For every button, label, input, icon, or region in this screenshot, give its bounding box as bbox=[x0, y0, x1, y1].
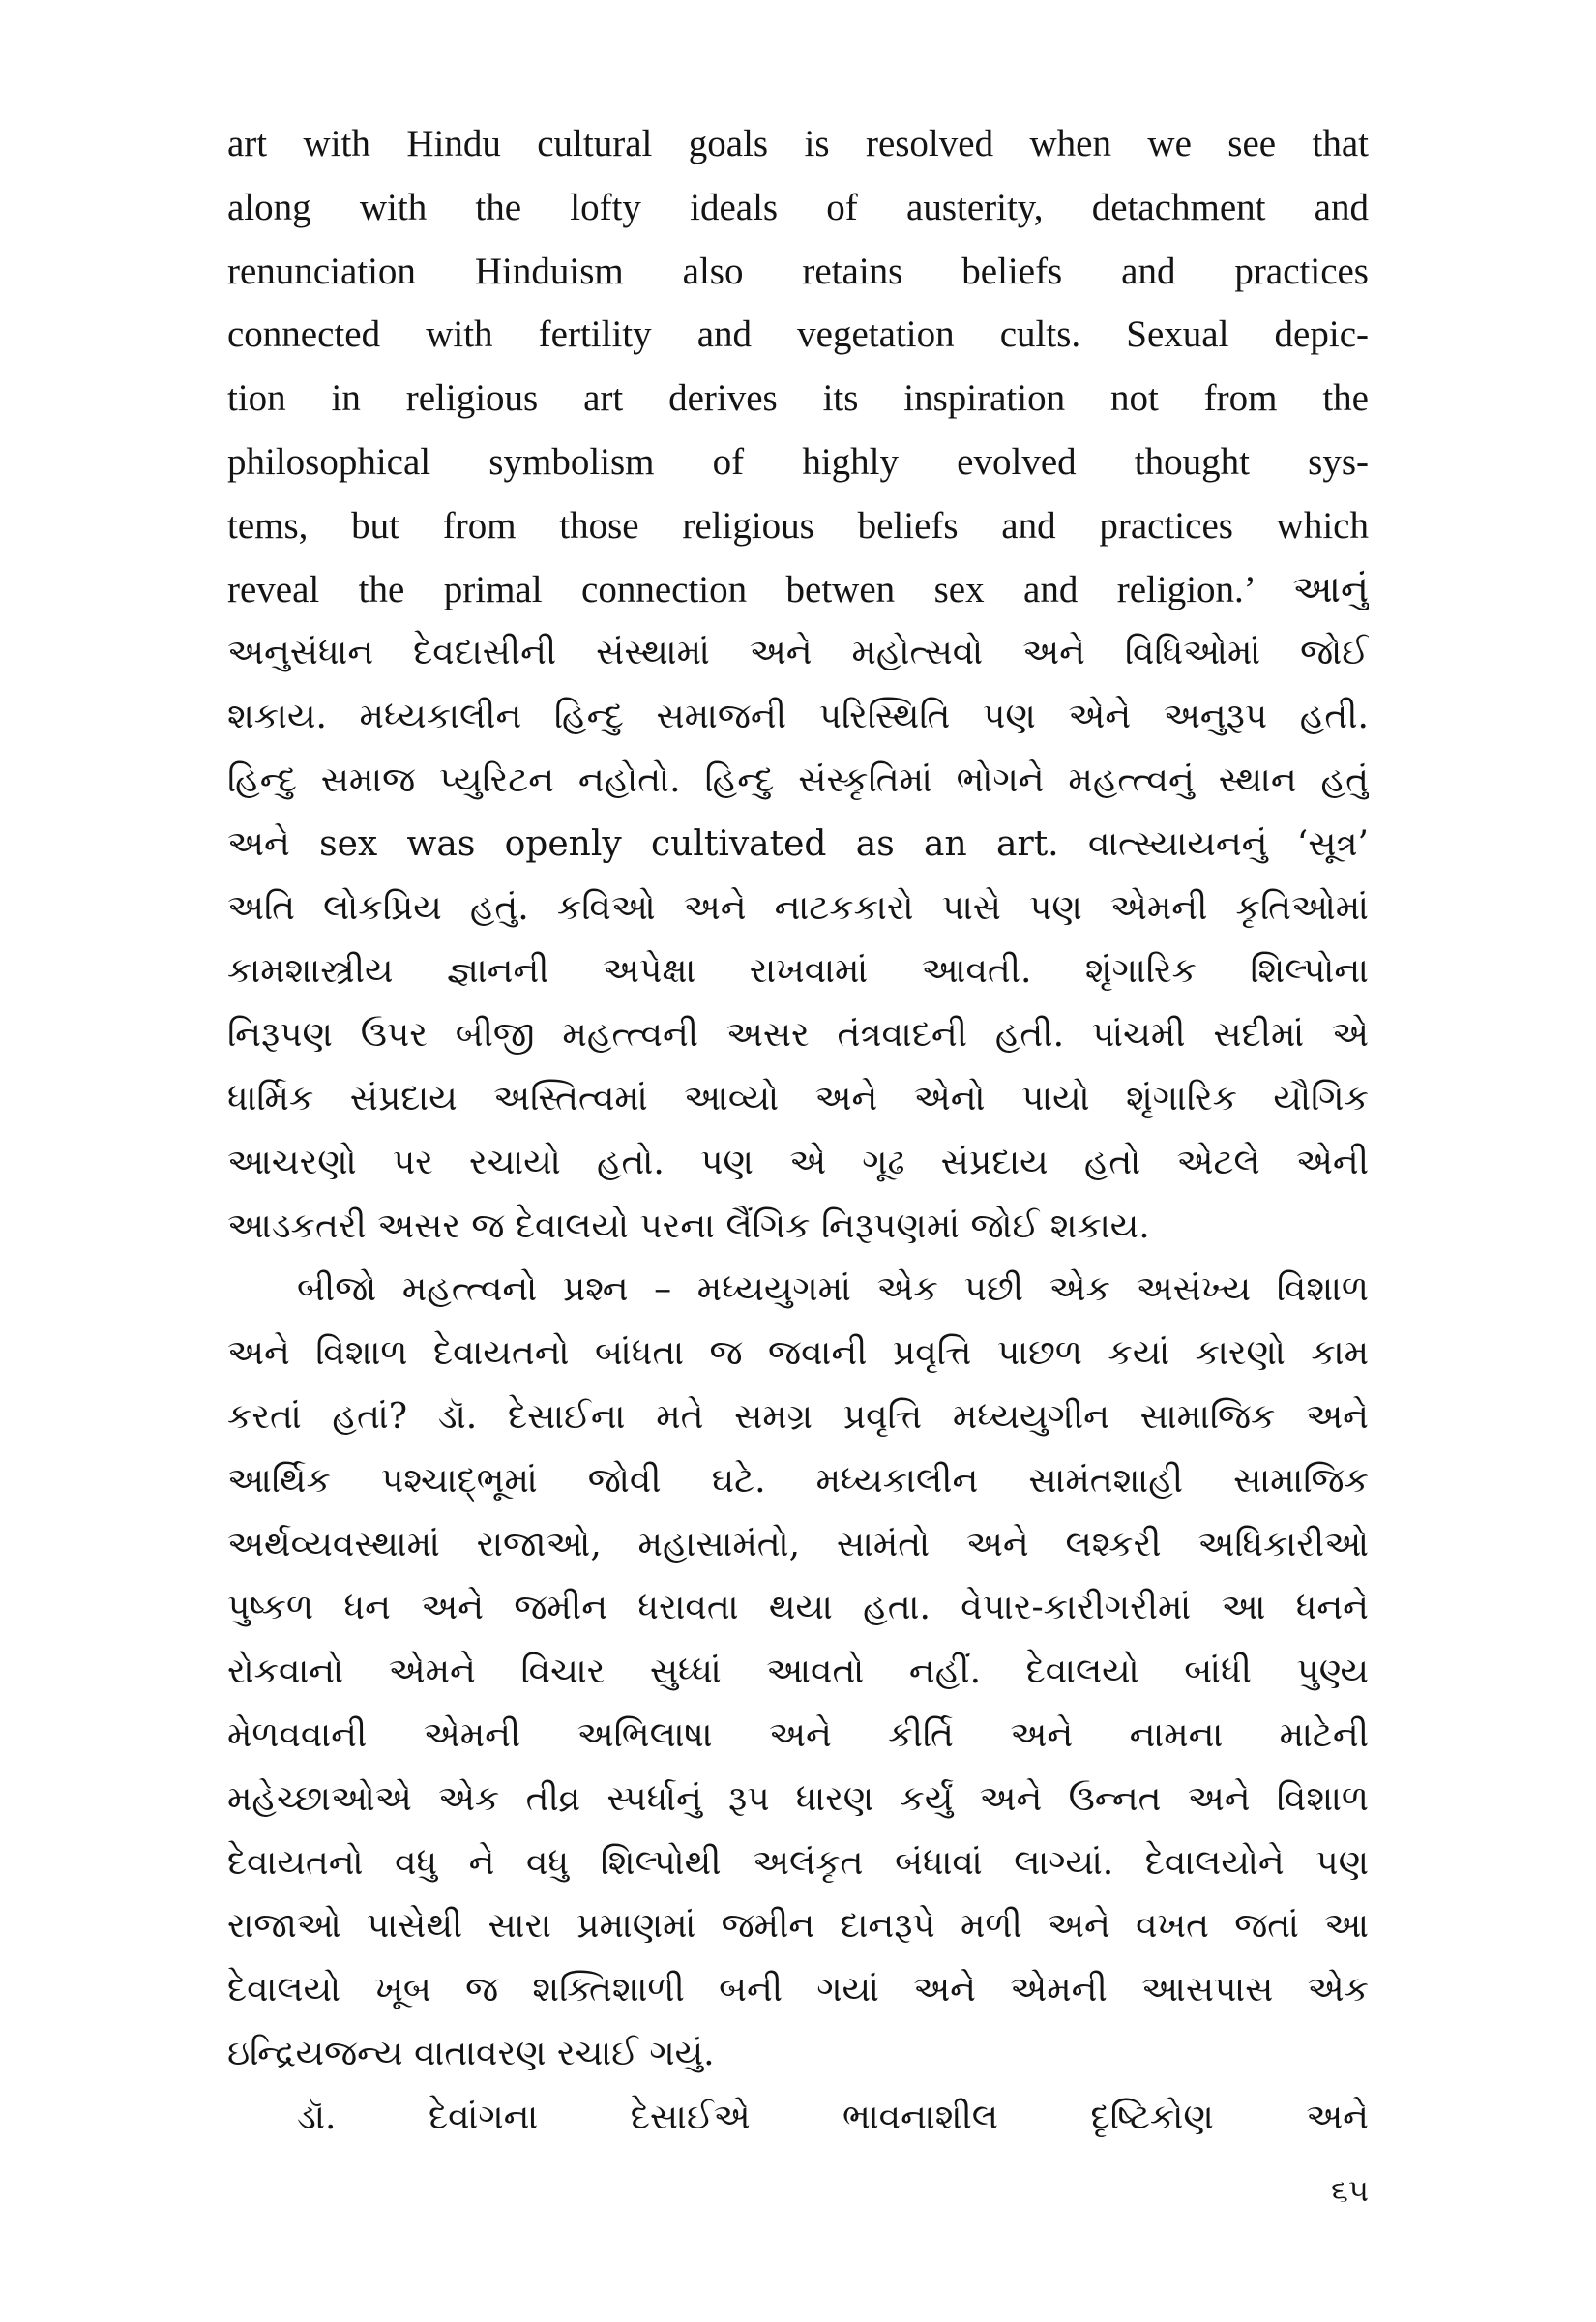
text-line: ધાર્મિક સંપ્રદાય અસ્તિત્વમાં આવ્યો અને એનો પાયો શૃંગારિક યૌગિક bbox=[227, 1078, 1369, 1118]
text-line: reveal the primal connection betwen sex and religion.’ આનું bbox=[227, 568, 1369, 610]
text-line: અનુસંધાન દેવદાસીની સંસ્થામાં અને મહોત્સવો અને વિધિઓમાં જોઈ bbox=[227, 633, 1369, 673]
text-line: રાજાઓ પાસેથી સારા પ્રમાણમાં જમીન દાનરૂપે મળી અને વખત જતાં આ bbox=[227, 1906, 1369, 1947]
text-line: શકાય. મધ્યકાલીન હિન્દુ સમાજની પરિસ્થિતિ પણ એને અનુરૂપ હતી. bbox=[227, 697, 1369, 737]
text-line: ઇન્દ્રિયજન્ય વાતાવરણ રચાઈ ગયું. bbox=[227, 2033, 715, 2073]
page-number: ૬૫ bbox=[1331, 2172, 1369, 2209]
text-line: કરતાં હતાં? ડૉ. દેસાઈના મતે સમગ્ર પ્રવૃત્તિ મધ્યયુગીન સામાજિક અને bbox=[227, 1396, 1369, 1437]
text-line: art with Hindu cultural goals is resolved when we see that bbox=[227, 123, 1369, 164]
text-line: મેળવવાની એમની અભિલાષા અને કીર્તિ અને નામના માટેની bbox=[227, 1714, 1369, 1755]
text-line: અને sex was openly cultivated as an art. વાત્સ્યાયનનું ‘સૂત્ર’ bbox=[227, 823, 1369, 864]
text-line: અતિ લોકપ્રિય હતું. કવિઓ અને નાટકકારો પાસે પણ એમની કૃતિઓમાં bbox=[227, 887, 1369, 928]
text-line: કામશાસ્ત્રીય જ્ઞાનની અપેક્ષા રાખવામાં આવતી. શૃંગારિક શિલ્પોના bbox=[227, 951, 1369, 992]
text-line: અર્થવ્યવસ્થામાં રાજાઓ, મહાસામંતો, સામંતો અને લશ્કરી અધિકારીઓ bbox=[227, 1524, 1369, 1564]
paragraph-start-line: બીજો મહત્ત્વનો પ્રશ્ન – મધ્યયુગમાં એક પછી એક અસંખ્ય વિશાળ bbox=[297, 1269, 1369, 1310]
text-line: રોકવાનો એમને વિચાર સુધ્ધાં આવતો નહીં. દેવાલયો બાંધી પુણ્ય bbox=[227, 1652, 1369, 1692]
text-line: આચરણો પર રચાયો હતો. પણ એ ગૂઢ સંપ્રદાય હતો એટલે એની bbox=[227, 1142, 1369, 1182]
text-line: નિરૂપણ ઉપર બીજી મહત્ત્વની અસર તંત્રવાદની હતી. પાંચમી સદીમાં એ bbox=[227, 1015, 1369, 1056]
text-line: along with the lofty ideals of austerity, detachment and bbox=[227, 186, 1369, 228]
text-line: દેવાયતનો વધુ ને વધુ શિલ્પોથી અલંકૃત બંધાવાં લાગ્યાં. દેવાલયોને પણ bbox=[227, 1842, 1369, 1883]
text-line: આર્થિક પશ્ચાદ્ભૂમાં જોવી ઘટે. મધ્યકાલીન સામંતશાહી સામાજિક bbox=[227, 1460, 1369, 1501]
text-line: આડકતરી અસર જ દેવાલયો પરના લૈંગિક નિરૂપણમાં જોઈ શકાય. bbox=[227, 1206, 1150, 1246]
text-line: philosophical symbolism of highly evolved thought sys- bbox=[227, 440, 1369, 483]
text-line: હિન્દુ સમાજ પ્યુરિટન નહોતો. હિન્દુ સંસ્કૃતિમાં ભોગને મહત્ત્વનું સ્થાન હતું bbox=[227, 759, 1369, 800]
text-line: tems, but from those religious beliefs and practices which bbox=[227, 504, 1369, 547]
text-line: connected with fertility and vegetation cults. Sexual depic- bbox=[227, 313, 1369, 356]
text-line: tion in religious art derives its inspiration not from the bbox=[227, 377, 1369, 420]
text-line: દેવાલયો ખૂબ જ શક્તિશાળી બની ગયાં અને એમની આસપાસ એક bbox=[227, 1970, 1369, 2010]
body-text bbox=[227, 112, 1369, 2150]
text-line: renunciation Hinduism also retains beliefs and practices bbox=[227, 250, 1369, 292]
text-line: મહેચ્છાઓએ એક તીવ્ર સ્પર્ધાનું રૂપ ધારણ કર્યું અને ઉન્નત અને વિશાળ bbox=[227, 1778, 1369, 1819]
paragraph-start-line: ડૉ. દેવાંગના દેસાઈએ ભાવનાશીલ દૃષ્ટિકોણ અને bbox=[297, 2097, 1369, 2137]
text-line: પુષ્કળ ધન અને જમીન ધરાવતા થયા હતા. વેપાર-કારીગરીમાં આ ધનને bbox=[227, 1588, 1369, 1628]
text-line: અને વિશાળ દેવાયતનો બાંધતા જ જવાની પ્રવૃત્તિ પાછળ કયાં કારણો કામ bbox=[227, 1333, 1369, 1374]
